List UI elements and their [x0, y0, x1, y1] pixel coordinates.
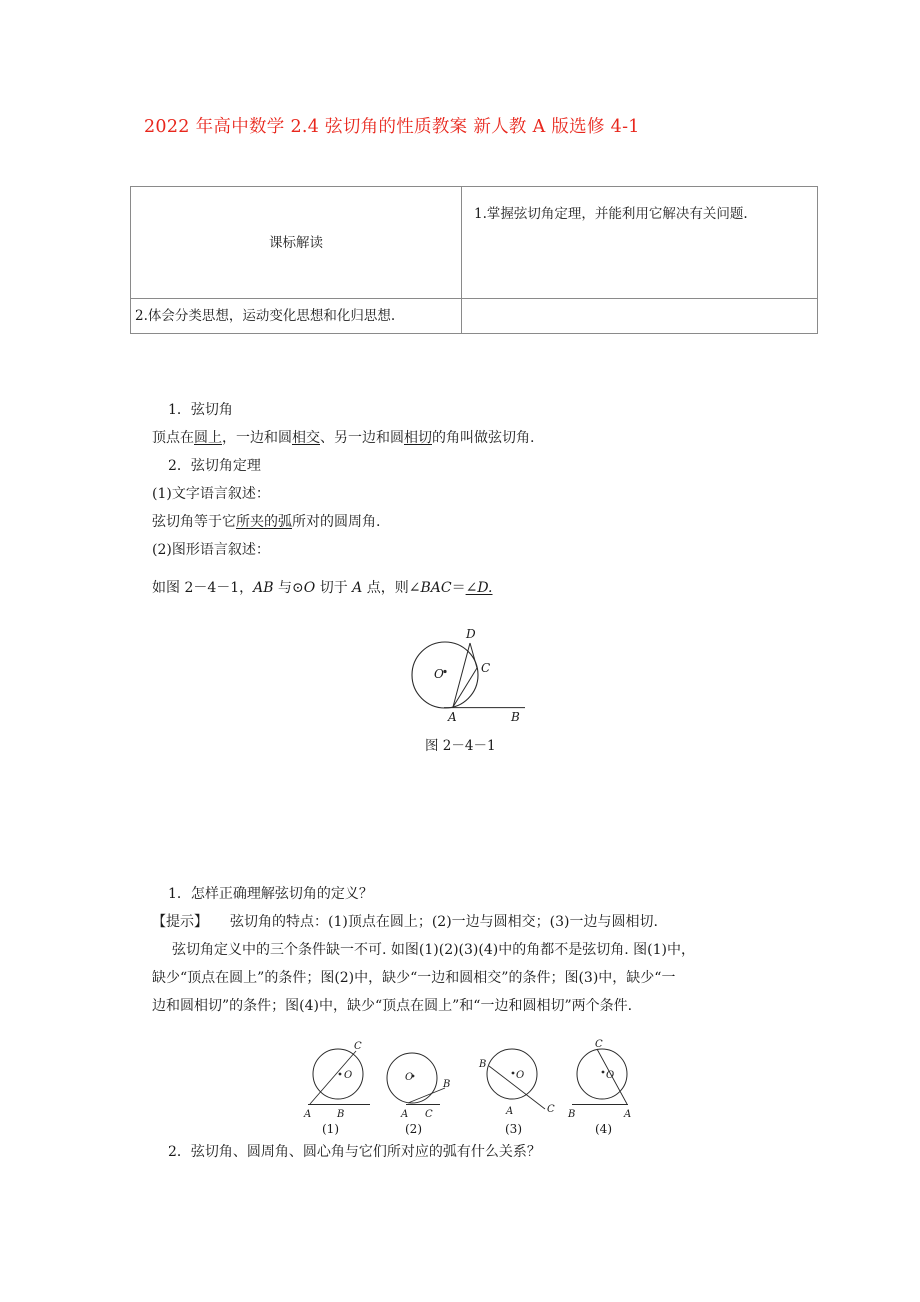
def-underline-yuanshang: 圆上: [194, 430, 222, 446]
label-o: O: [434, 667, 444, 681]
theorem-statement: [152, 512, 380, 532]
table-row: [131, 187, 818, 299]
label-b-4: B: [568, 1109, 576, 1120]
table-row: [131, 299, 818, 334]
ray-a-b-2: [408, 1088, 445, 1103]
label-o-2: O: [405, 1072, 414, 1083]
def-part-c: 、另一边和圆: [320, 430, 404, 446]
page-title: 2022 年高中数学 2.4 弦切角的性质教案 新人教 A 版选修 4-1: [144, 117, 640, 137]
label-c-2: C: [425, 1109, 433, 1120]
center-dot-4: [602, 1071, 605, 1074]
circle-o-4: [577, 1049, 627, 1099]
hint-tag: 【提示】: [152, 914, 208, 930]
label-a-4: A: [624, 1109, 632, 1120]
label-c-1: C: [354, 1041, 362, 1052]
def-part-a: 顶点在: [152, 430, 194, 446]
def-underline-xiangqie: 相切: [404, 430, 432, 446]
question-2: 2．弦切角、圆周角、圆心角与它们所对应的弧有什么关系？: [168, 1144, 541, 1160]
standards-empty-cell: [462, 299, 818, 334]
small-figure-4-caption: (4): [595, 1122, 612, 1136]
def-underline-xiangjiao: 相交: [292, 430, 320, 446]
figure-2-4-1-svg: [398, 610, 548, 725]
label-o-4: O: [606, 1070, 615, 1081]
label-a-2: A: [401, 1109, 409, 1120]
label-b: B: [511, 710, 520, 724]
figref-equals: ＝: [451, 580, 466, 596]
figures-row-1234: [300, 1036, 660, 1132]
small-figure-2: [387, 1053, 450, 1120]
label-d: D: [466, 627, 476, 641]
def-part-b: ，一边和圆: [222, 430, 292, 446]
center-dot-1: [339, 1073, 342, 1076]
small-figure-1: [303, 1041, 370, 1120]
theorem-part-a: 弦切角等于它: [152, 514, 236, 530]
standards-label-cell: 课标解读: [131, 187, 462, 299]
center-dot: [443, 670, 446, 673]
heading-xianqiejiao: 1．弦切角: [168, 402, 233, 418]
label-b-1: B: [337, 1109, 345, 1120]
theorem-text-label: (1)文字语言叙述：: [152, 486, 270, 502]
circle-o-3: [487, 1049, 537, 1099]
label-b-2: B: [443, 1079, 451, 1090]
figure-reference-line: [152, 578, 493, 598]
standards-item2-cell: 2.体会分类思想，运动变化思想和化归思想.: [131, 299, 462, 334]
figure-2-4-1: [398, 610, 548, 725]
label-a: A: [448, 710, 457, 724]
figref-part-d: 点，则∠: [362, 580, 421, 596]
theorem-part-b: 所对的圆周角.: [292, 514, 381, 530]
small-figure-2-caption: (2): [405, 1122, 422, 1136]
small-figure-3: [478, 1049, 555, 1117]
heading-theorem: 2．弦切角定理: [168, 458, 261, 474]
figref-part-a: 如图 2－4－1，: [152, 580, 254, 596]
figref-o: O: [303, 580, 316, 596]
definition-line: [152, 428, 534, 448]
figref-bac: BAC: [420, 580, 452, 596]
small-figure-1-caption: (1): [322, 1122, 339, 1136]
standards-item1-cell: 1.掌握弦切角定理，并能利用它解决有关问题.: [462, 187, 818, 299]
figref-point-a: A: [352, 580, 363, 596]
question-1: 1．怎样正确理解弦切角的定义？: [168, 886, 373, 902]
label-c: C: [481, 661, 491, 675]
figref-part-b: 与⊙: [273, 580, 304, 596]
explanation-para-2: 缺少“顶点在圆上”的条件；图(2)中，缺少“一边和圆相交”的条件；图(3)中，缺少“一: [152, 970, 676, 986]
label-a-1: A: [304, 1109, 312, 1120]
def-part-d: 的角叫做弦切角.: [432, 430, 535, 446]
small-figure-3-caption: (3): [505, 1122, 522, 1136]
figref-part-c: 切于: [315, 580, 353, 596]
hint-line: [152, 912, 658, 932]
label-c-4: C: [595, 1039, 603, 1050]
label-o-1: O: [344, 1070, 353, 1081]
standards-table: [130, 186, 818, 334]
center-dot-3: [512, 1072, 515, 1075]
small-figure-4: [567, 1039, 631, 1120]
hint-body: 弦切角的特点：(1)顶点在圆上；(2)一边与圆相交；(3)一边与圆相切.: [230, 914, 658, 930]
explanation-para-1: 弦切角定义中的三个条件缺一不可. 如图(1)(2)(3)(4)中的角都不是弦切角. 图(1)中，: [172, 942, 695, 958]
label-b-3: B: [479, 1059, 487, 1070]
theorem-underline-arc: 所夹的弧: [236, 514, 292, 530]
label-o-3: O: [516, 1070, 525, 1081]
label-c-3: C: [547, 1104, 555, 1115]
figref-underline-angle-d: ∠D.: [465, 580, 493, 596]
theorem-figure-label: (2)图形语言叙述：: [152, 542, 270, 558]
explanation-para-3: 边和圆相切”的条件；图(4)中，缺少“顶点在圆上”和“一边和圆相切”两个条件.: [152, 998, 633, 1014]
figref-ab: AB: [253, 580, 274, 596]
figure-2-4-1-caption: 图 2－4－1: [425, 738, 496, 754]
label-a-3: A: [506, 1106, 514, 1117]
figures-row-svg: [300, 1036, 660, 1132]
chord-a-d: [453, 643, 470, 707]
